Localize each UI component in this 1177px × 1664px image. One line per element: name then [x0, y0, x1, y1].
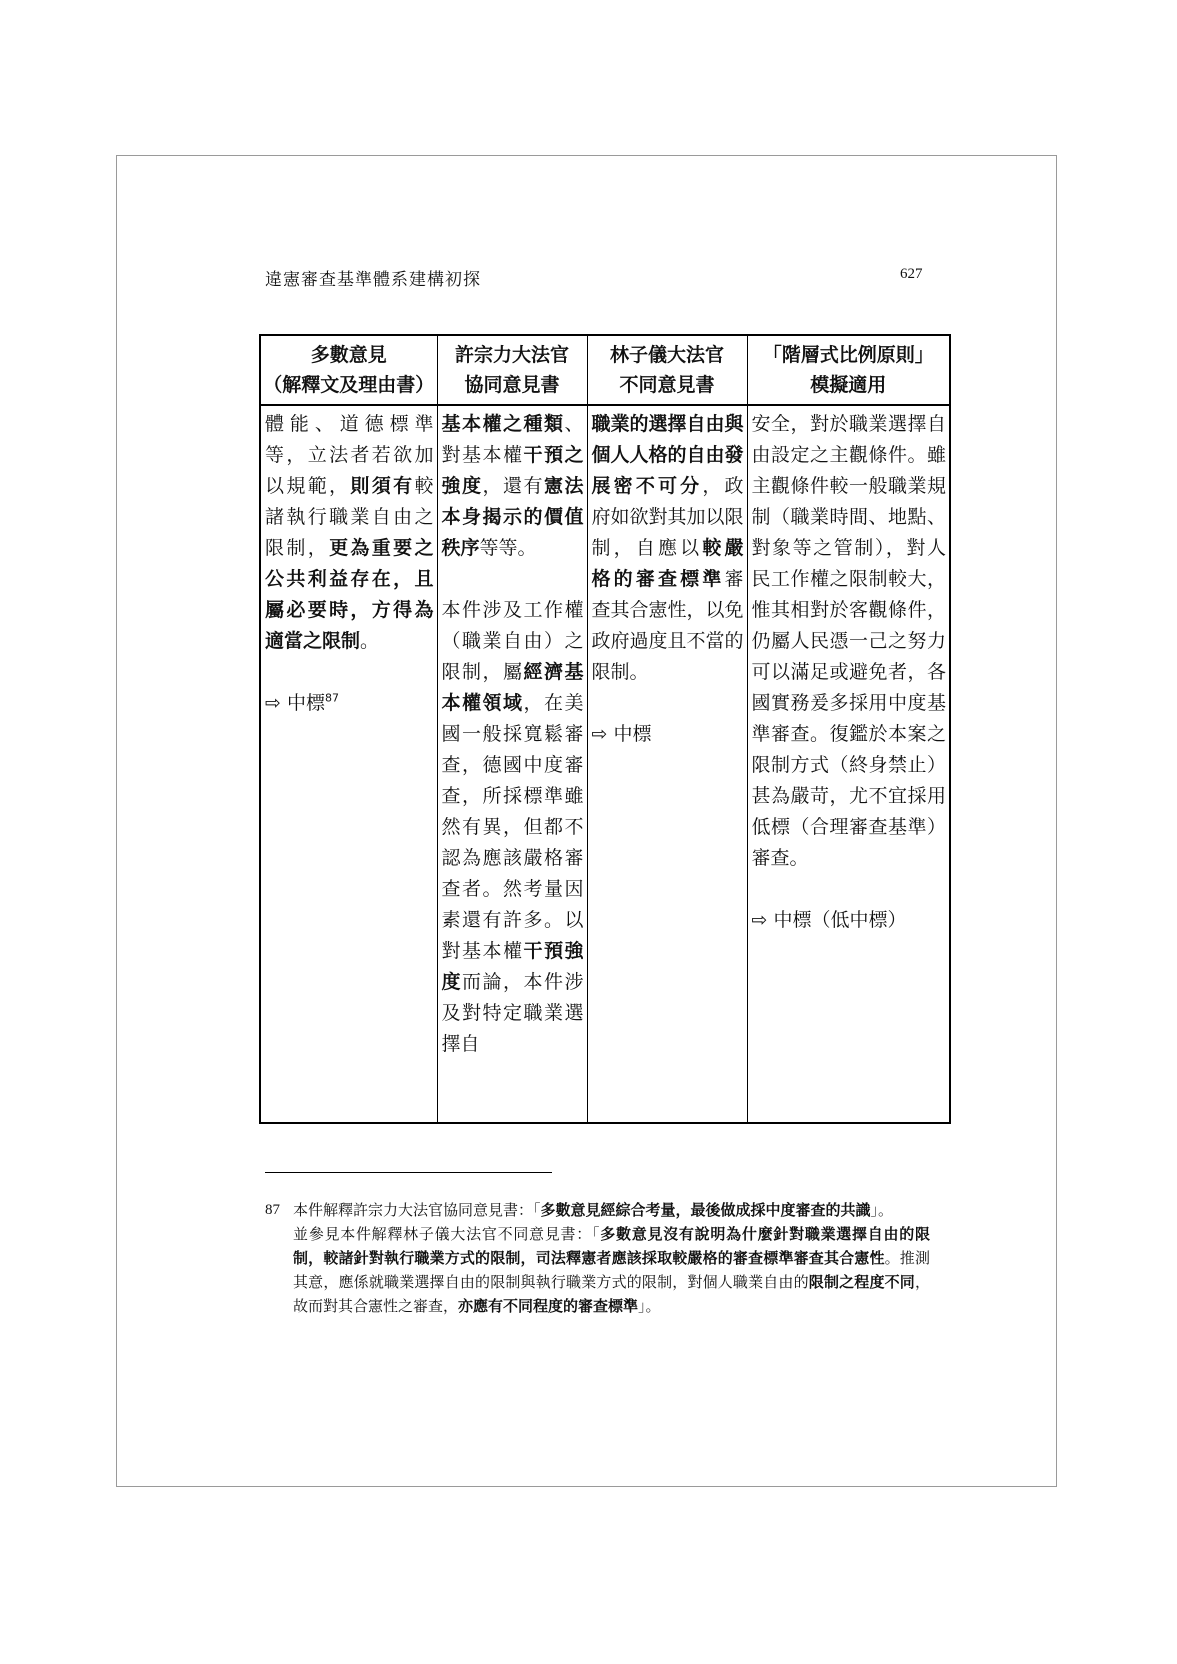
comparison-table	[259, 334, 951, 1124]
page-number: 627	[900, 266, 923, 282]
bold-text-run: 較嚴格的審查標準	[591, 537, 744, 590]
text-run: 本件涉及工作權（職業自由）之限制，屬	[441, 599, 584, 683]
bold-text-run: 經濟基本權領域	[441, 661, 584, 714]
verdict-text: ⇨ 中標	[265, 692, 325, 714]
text-run: ，政府如欲對其加以限制，自應以	[591, 475, 744, 559]
text-run: 。	[360, 630, 380, 652]
header-majority-opinion	[260, 335, 437, 405]
footnote-separator	[265, 1172, 552, 1173]
text-run: 等等。	[479, 537, 537, 559]
text-run: 較諸執行職業自由之限制，	[265, 475, 434, 559]
text-run: 。推測其意，應係就職業選擇自由的限制與執行職業方式的限制，對個人職業自由的	[293, 1249, 930, 1291]
table-header-row	[260, 335, 950, 405]
footnote-87	[265, 1198, 930, 1318]
text-run: 而論，本件涉及對特定職業選擇自	[441, 971, 584, 1055]
header-line: 林子儀大法官	[609, 344, 724, 366]
cell-majority-opinion	[260, 405, 437, 1123]
verdict-label: ⇨ 中標	[591, 723, 652, 745]
cell-paragraph	[442, 595, 584, 1060]
text-run: 並參見本件解釋林子儀大法官不同意見書：「	[293, 1225, 601, 1243]
footnote-paragraph	[293, 1222, 930, 1318]
header-line: 「階層式比例原則」	[762, 344, 934, 366]
text-run: 、對基本權	[441, 413, 584, 466]
text-run: 」。	[638, 1297, 661, 1315]
cell-paragraph	[592, 409, 744, 688]
bold-text-run: 多數意見經綜合考量，最後做成採中度審查的共識	[540, 1201, 871, 1219]
cell-hsu-concurring	[437, 405, 587, 1123]
footnote-number: 87	[265, 1202, 280, 1218]
bold-text-run: 干預之強度	[441, 444, 584, 497]
cell-paragraph: 安全，對於職業選擇自由設定之主觀條件。雖主觀條件較一般職業規制（職業時間、地點、對象等之管制），對人民工作權之限制較大，惟其相對於客觀條件，仍屬人民憑一己之努力可以滿足或避免者，各國實務爰多採用中度基準審查。復鑑於本案之限制方式（終身禁止）甚為嚴苛，尤不宜採用低標（合理審查基準）審查。	[751, 413, 946, 869]
running-head: 違憲審查基準體系建構初探	[265, 270, 481, 290]
bold-text-run: 干預強度	[441, 940, 584, 993]
bold-text-run: 憲法本身揭示的價值秩序	[441, 475, 584, 559]
header-line: 模擬適用	[810, 374, 887, 396]
header-line: （解釋文及理由書）	[263, 374, 435, 396]
bold-text-run: 更為重要之公共利益存在，且屬必要時，方得為適當之限制	[265, 537, 434, 652]
text-run: 」。	[870, 1201, 894, 1219]
header-proportionality-simulation	[747, 335, 950, 405]
header-lin-dissenting	[587, 335, 747, 405]
text-run: 體能、道德標準等，立法者若欲加以規範，	[265, 413, 434, 497]
text-run: 審查其合憲性，以免政府過度且不當的限制。	[591, 568, 744, 683]
table-row	[260, 405, 950, 1123]
bold-text-run: 亦應有不同程度的審查標準	[458, 1297, 639, 1315]
cell-lin-dissenting	[587, 405, 747, 1123]
bold-text-run: 職業的選擇自由與個人人格的自由發展密不可分	[591, 413, 744, 497]
cell-paragraph	[442, 409, 584, 564]
verdict-label: ⇨ 中標（低中標）	[751, 909, 907, 931]
header-line: 協同意見書	[464, 374, 560, 396]
header-line: 多數意見	[310, 344, 387, 366]
cell-paragraph	[265, 409, 434, 657]
bold-text-run: 基本權之種類	[441, 413, 565, 435]
cell-proportionality-simulation	[747, 405, 950, 1123]
bold-text-run: 則須有	[350, 475, 415, 497]
header-line: 許宗力大法官	[454, 344, 569, 366]
footnote-paragraph	[293, 1198, 930, 1222]
verdict-label	[265, 688, 434, 719]
bold-text-run: 限制之程度不同	[808, 1273, 915, 1291]
header-line: 不同意見書	[619, 374, 715, 396]
text-run: 本件解釋許宗力大法官協同意見書：「	[293, 1201, 541, 1219]
text-run: ，還有	[482, 475, 544, 497]
footnote-ref[interactable]: 87	[324, 691, 339, 705]
text-run: ，在美國一般採寬鬆審查，德國中度審查，所採標準雖然有異，但都不認為應該嚴格審查者。然考量因素還有許多。以對基本權	[441, 692, 584, 962]
bold-text-run: 多數意見沒有說明為什麼針對職業選擇自由的限制，較諸針對執行職業方式的限制，司法釋憲者應該採取較嚴格的審查標準審查其合憲性	[293, 1225, 930, 1267]
header-hsu-concurring	[437, 335, 587, 405]
text-run: ，故而對其合憲性之審查，	[293, 1273, 930, 1315]
